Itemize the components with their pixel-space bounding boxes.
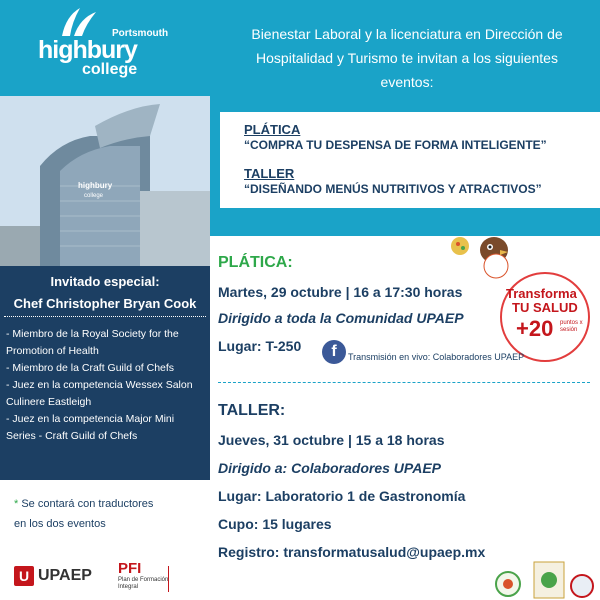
guest-credential: Series - Craft Guild of Chefs <box>6 430 138 442</box>
guest-panel <box>0 266 210 480</box>
upaep-mark-icon: U <box>14 566 34 586</box>
guest-credential: Promotion of Health <box>6 345 99 357</box>
transforma-salud: TU SALUD <box>512 300 578 315</box>
pfi-sub1: Plan de Formación <box>118 577 169 583</box>
facebook-icon[interactable]: f <box>322 340 346 364</box>
sails-icon <box>52 6 112 38</box>
note-line1: Se contará con traductores <box>18 498 154 510</box>
college-building-photo <box>0 96 210 266</box>
intro-line3: eventos: <box>380 74 434 90</box>
intro-panel <box>210 0 600 236</box>
taller-capacity: Cupo: 15 lugares <box>218 516 332 532</box>
guest-credential: - Juez en la competencia Wessex Salon <box>6 379 193 391</box>
translator-note <box>14 494 204 534</box>
section-divider <box>218 382 590 383</box>
transforma-badge <box>500 272 596 344</box>
transforma-points: +20 <box>516 316 554 341</box>
events-summary-box <box>220 112 600 208</box>
svg-text:college: college <box>84 193 104 199</box>
guest-credential: Culinere Eastleigh <box>6 396 92 408</box>
platica-label: PLÁTICA <box>244 122 301 137</box>
transforma-points-label: puntos x sesión <box>560 320 583 333</box>
taller-label: TALLER <box>244 166 295 181</box>
taller-register[interactable]: Registro: transformatusalud@upaep.mx <box>218 544 486 560</box>
guest-name: Chef Christopher Bryan Cook <box>13 296 197 311</box>
taller-place: Lugar: Laboratorio 1 de Gastronomía <box>218 488 466 504</box>
intro-line2: Hospitalidad y Turismo te invitan a los siguientes <box>256 50 558 66</box>
college-city: Portsmouth <box>112 28 169 39</box>
intro-line1: Bienestar Laboral y la licenciatura en Dirección de <box>251 26 563 42</box>
taller-heading: TALLER: <box>218 402 286 419</box>
taller-audience: Dirigido a: Colaboradores UPAEP <box>218 460 441 476</box>
pfi-logo <box>118 560 168 591</box>
seal-logos-icon <box>494 556 598 600</box>
transforma-word: Transforma <box>506 286 577 301</box>
partner-logos <box>494 556 598 600</box>
svg-text:highbury: highbury <box>78 181 113 190</box>
pfi-divider <box>168 566 169 592</box>
guest-credentials <box>6 326 206 445</box>
guest-title: Invitado especial: <box>50 274 160 289</box>
platica-heading: PLÁTICA: <box>218 254 293 271</box>
highbury-college-logo <box>20 6 200 92</box>
guest-credential: - Miembro de la Royal Society for the <box>6 328 179 340</box>
taller-date: Jueves, 31 octubre | 15 a 18 horas <box>218 432 445 448</box>
college-logo-panel <box>0 0 210 96</box>
college-name: highbury <box>38 36 137 64</box>
pfi-title: PFI <box>118 560 142 577</box>
guest-divider <box>4 316 206 317</box>
college-sub: college <box>82 61 138 78</box>
building-image <box>0 96 210 266</box>
platica-date: Martes, 29 octubre | 16 a 17:30 horas <box>218 284 463 300</box>
note-line2: en los dos eventos <box>14 518 106 530</box>
upaep-text: UPAEP <box>38 567 92 584</box>
taller-title: “DISEÑANDO MENÚS NUTRITIVOS Y ATRACTIVOS” <box>244 182 542 196</box>
upaep-logo <box>14 566 92 586</box>
guest-credential: - Miembro de la Craft Guild of Chefs <box>6 362 175 374</box>
platica-title: “COMPRA TU DESPENSA DE FORMA INTELIGENTE” <box>244 138 547 152</box>
platica-audience: Dirigido a toda la Comunidad UPAEP <box>218 310 464 326</box>
platica-place: Lugar: T-250 <box>218 338 302 354</box>
pfi-sub2: Integral <box>118 584 139 590</box>
note-star: * <box>14 498 19 510</box>
stream-label: Transmisión en vivo: Colaboradores UPAEP <box>348 352 525 362</box>
intro-text <box>234 22 580 94</box>
guest-credential: - Juez en la competencia Major Mini <box>6 413 175 425</box>
